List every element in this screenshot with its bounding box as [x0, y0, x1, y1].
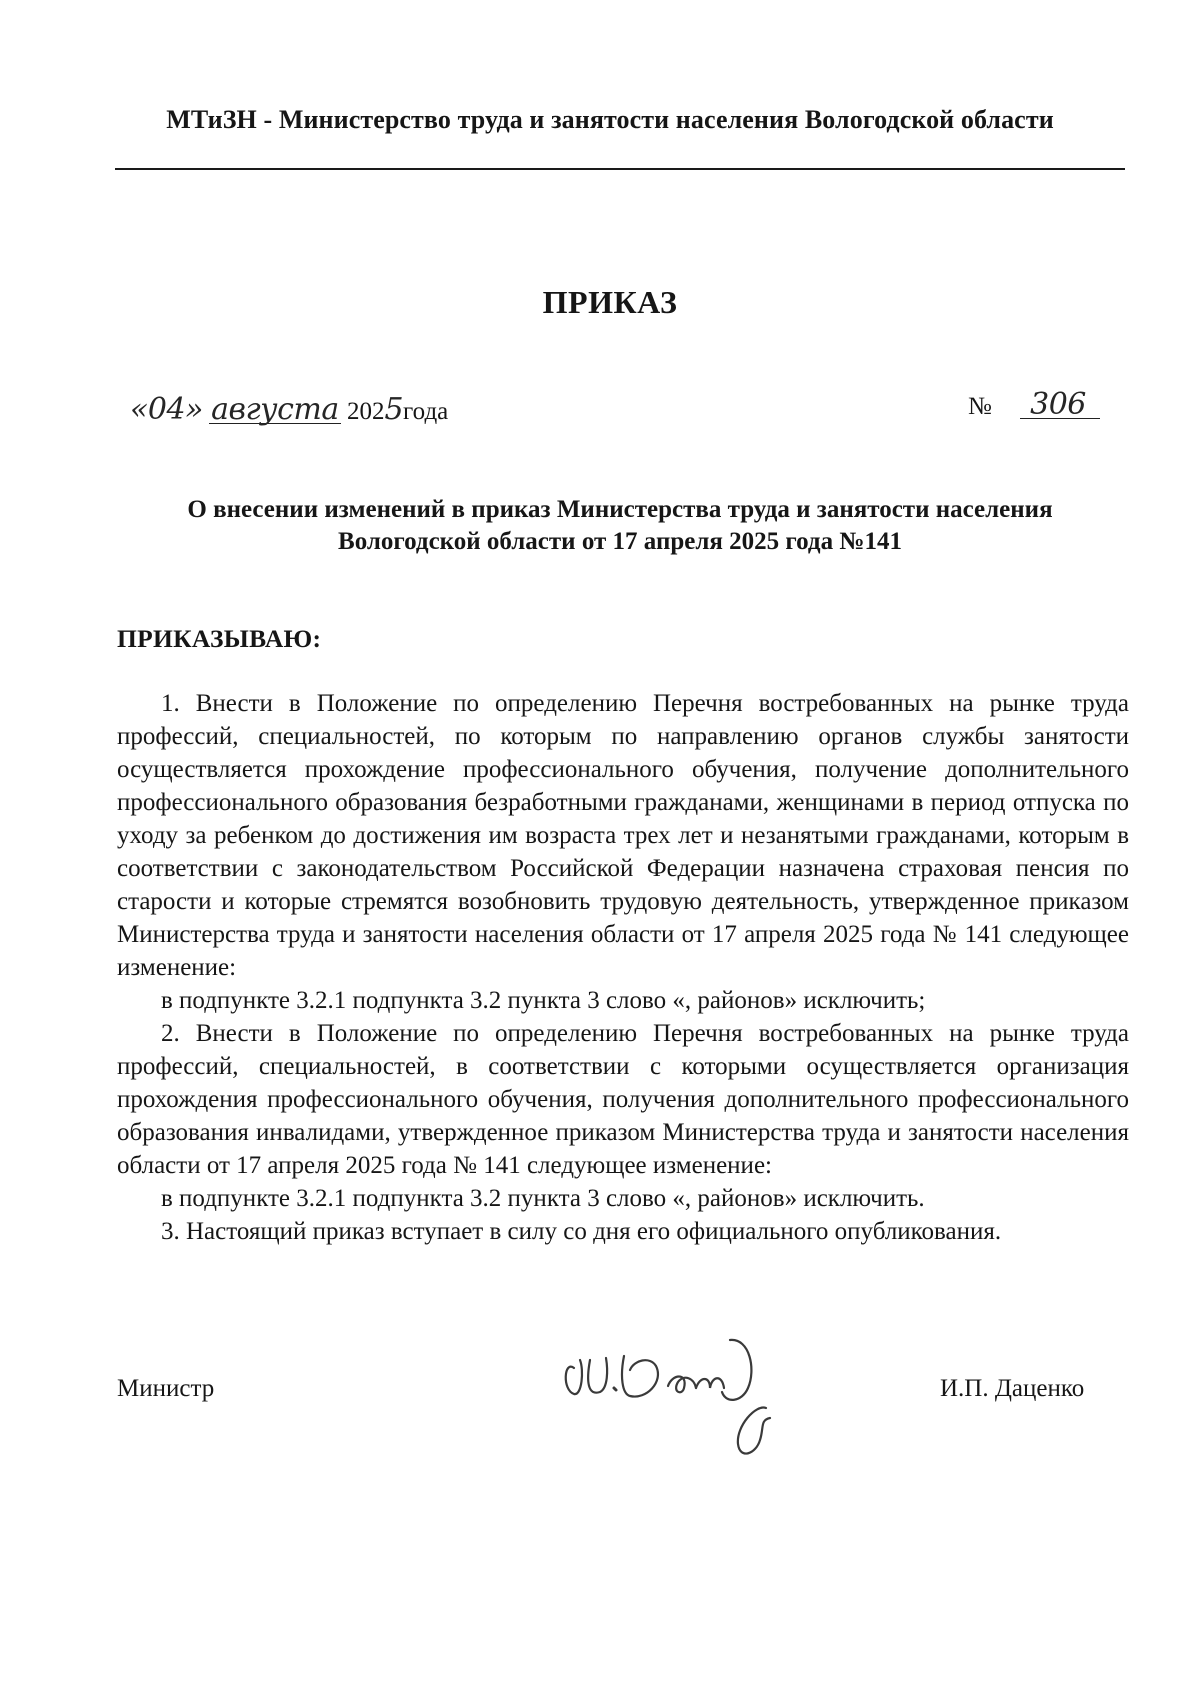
paragraph-2: 2. Внести в Положение по определению Перечня востребованных на рынке труда профессий, специальностей, в соответствии с которыми осуществляется организация прохождения профессионального обучения, получения дополнительного профессионального образования инвалидами, утвержденное приказом Министерства труда и занятости населения области от 17 апреля 2025 года № 141 следующее изменение:: [117, 1020, 1129, 1179]
order-word: ПРИКАЗЫВАЮ:: [117, 624, 322, 653]
document-date: [130, 392, 448, 427]
paragraph-1: 1. Внести в Положение по определению Перечня востребованных на рынке труда профессий, специальностей, по которым по направлению органов службы занятости осуществляется прохождение профессионального обучения, получение дополнительного профессионального образования безработными гражданами, женщинами в период отпуска по уходу за ребенком до достижения им возраста трех лет и незанятыми гражданами, которым в соответствии с законодательством Российской Федерации назначена страховая пенсия по старости и которые стремятся возобновить трудовую деятельность, утвержденное приказом Министерства труда и занятости населения области от 17 апреля 2025 года № 141 следующее изменение:: [117, 690, 1129, 981]
date-year-word: года: [403, 398, 449, 425]
document-title: ПРИКАЗ: [542, 284, 678, 320]
handwritten-signature: [560, 1330, 800, 1470]
document-number: [968, 387, 1100, 422]
paragraph-2-amendment: в подпункте 3.2.1 подпункта 3.2 пункта 3 слово «, районов» исключить.: [161, 1185, 925, 1212]
number-label: №: [968, 393, 992, 420]
signer-title: Министр: [117, 1375, 215, 1402]
date-year-suffix: 5: [384, 392, 404, 427]
date-open-quote: «: [130, 392, 148, 427]
paragraph-3: 3. Настоящий приказ вступает в силу со дня его официального опубликования.: [161, 1218, 1002, 1245]
date-year-prefix: 202: [346, 398, 385, 425]
date-month: августа: [211, 392, 339, 427]
signer-name: И.П. Даценко: [940, 1375, 1085, 1402]
number-value: 306: [1020, 392, 1100, 419]
subject-line-2: Вологодской области от 17 апреля 2025 года №141: [338, 528, 902, 555]
organization-header: МТиЗН - Министерство труда и занятости населения Вологодской области: [166, 105, 1054, 134]
date-day: 04: [147, 392, 186, 427]
paragraph-1-amendment: в подпункте 3.2.1 подпункта 3.2 пункта 3 слово «, районов» исключить;: [161, 987, 926, 1014]
document-subject: [110, 494, 1130, 558]
subject-line-1: О внесении изменений в приказ Министерства труда и занятости населения: [187, 496, 1053, 523]
date-close-quote: »: [185, 392, 203, 427]
header-divider: [115, 168, 1125, 170]
document-body: [117, 687, 1129, 1248]
